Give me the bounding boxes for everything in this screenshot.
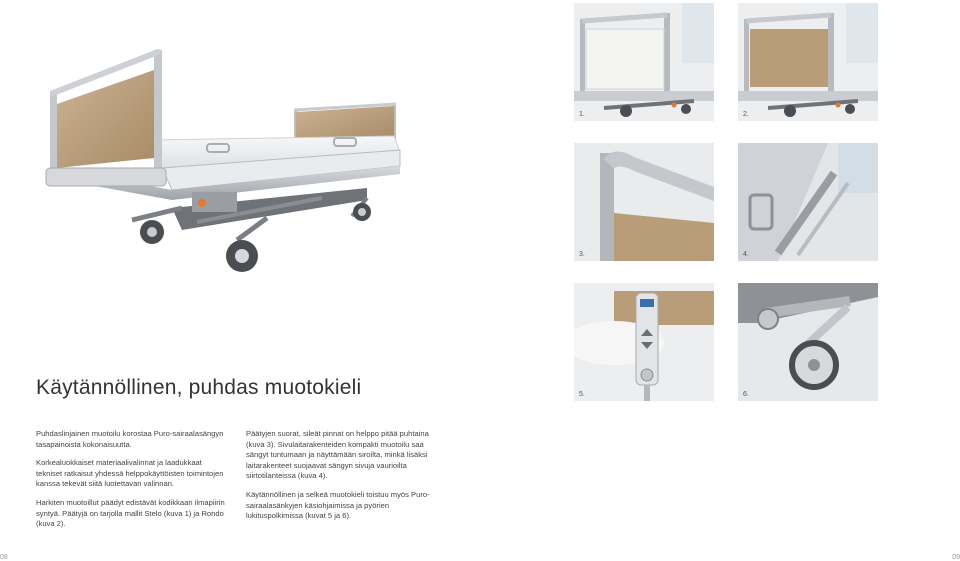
paragraph: Korkealuokkaiset materiaalivalinnat ja laadukkaat tekniset ratkaisut yhdessä helppokäyttöisten toimintojen kanssa tekevät siitä luotettavan valinnan.: [36, 458, 224, 489]
thumbnail-side-rail: [738, 143, 878, 261]
thumbnail-number: 6.: [743, 391, 749, 398]
paragraph: Puhdaslinjainen muotoilu korostaa Puro-sairaalasängyn tasapainoista kokonaisuutta.: [36, 429, 224, 449]
page-heading: Käytännöllinen, puhdas muotokieli: [36, 376, 362, 399]
thumbnail-caster-pedal: [738, 283, 878, 401]
thumbnail-number: 4.: [743, 251, 749, 258]
page-number-right: 09: [952, 554, 960, 561]
page-number-left: 08: [0, 554, 8, 561]
thumbnail-hand-control: [574, 283, 714, 401]
body-text-right: [246, 429, 438, 530]
hospital-bed-image: [22, 40, 422, 290]
body-text-left: [36, 429, 230, 538]
thumbnail-number: 3.: [579, 251, 585, 258]
thumbnail-number: 2.: [743, 111, 749, 118]
paragraph: Päätyjen suorat, sileät pinnat on helppo pitää puhtaina (kuva 3). Sivulaitarakenteiden kompakti muotoilu saa sängyt tuntumaan ja näyttämään siroilta, minkä lisäksi laitarakenteet suojaavat sängyn sivuja vaurioilta siirtotilanteissa (kuva 4).: [246, 429, 429, 481]
thumbnail-number: 1.: [579, 111, 585, 118]
thumbnail-number: 5.: [579, 391, 585, 398]
thumbnail-rondo-headboard: [738, 3, 878, 121]
thumbnail-stelo-headboard: [574, 3, 714, 121]
paragraph: Harkiten muotoillut päädyt edistävät kodikkaan ilmapiirin syntyä. Päätyjä on tarjolla mallit Stelo (kuva 1) ja Rondo (kuva 2).: [36, 497, 225, 529]
thumbnail-headboard-closeup: [574, 143, 714, 261]
paragraph: Käytännöllinen ja selkeä muotokieli toistuu myös Puro-sairaalasänkyjen käsiohjaimissa ja pyörien lukituspolkimissa (kuvat 5 ja 6).: [246, 489, 430, 521]
